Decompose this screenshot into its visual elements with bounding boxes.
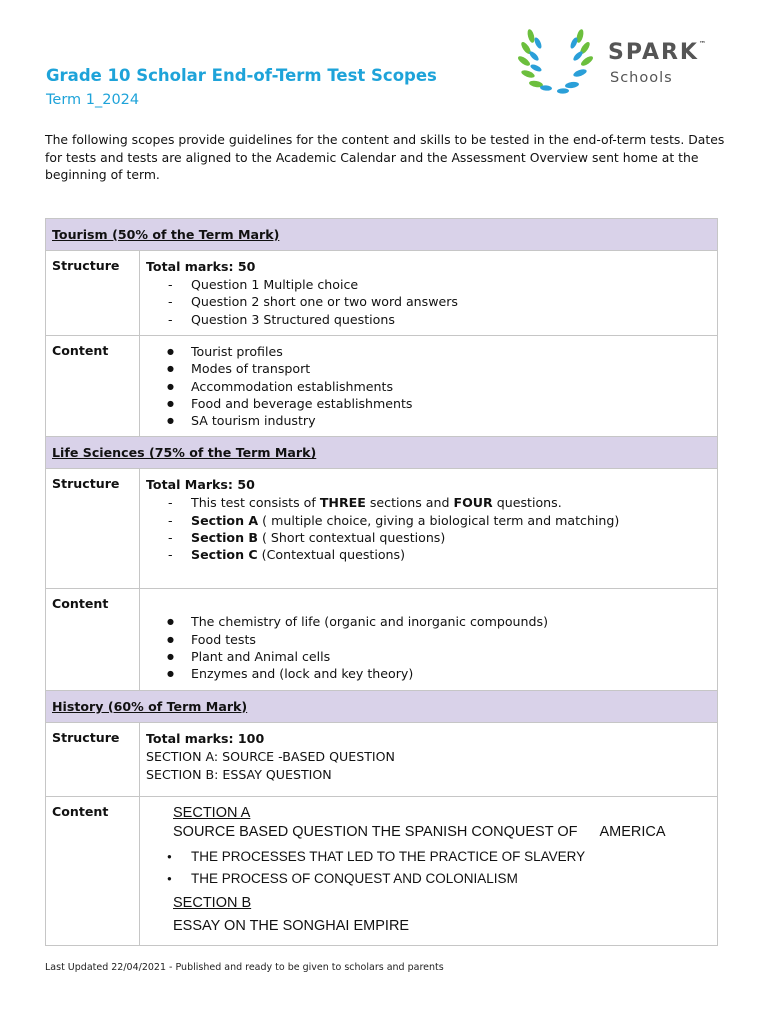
list-item: ● Plant and Animal cells (146, 648, 711, 665)
structure-line: SECTION B: ESSAY QUESTION (146, 766, 332, 782)
page-subtitle: Term 1_2024 (46, 92, 140, 108)
laurel-wreath-icon (516, 26, 606, 102)
total-marks: Total marks: 50 (146, 259, 256, 274)
row-label: Content (46, 336, 140, 437)
row-label: Structure (46, 469, 140, 589)
table-row (46, 469, 718, 589)
logo-tagline: Schools (610, 70, 673, 86)
footer-note: Last Updated 22/04/2021 - Published and ready to be given to scholars and parents (45, 962, 444, 973)
table-row (46, 589, 718, 690)
logo-brand: SPARK™ (608, 40, 706, 65)
list-item: - Section B ( Short contextual questions) (146, 529, 711, 546)
content-cell (140, 796, 718, 945)
row-label: Content (46, 589, 140, 690)
list-item: - Section A ( multiple choice, giving a biological term and matching) (146, 512, 711, 529)
table-row (46, 722, 718, 796)
list-item: ● SA tourism industry (146, 412, 711, 429)
list-item: - This test consists of THREE sections and FOUR questions. (146, 494, 711, 511)
essay-line: ESSAY ON THE SONGHAI EMPIRE (173, 917, 410, 934)
section-a-heading: SECTION A (173, 804, 251, 821)
structure-cell (140, 251, 718, 336)
page-title: Grade 10 Scholar End-of-Term Test Scopes (46, 66, 437, 85)
section-header-life-sciences (46, 437, 718, 469)
content-cell (140, 336, 718, 437)
list-item: - Question 2 short one or two word answers (146, 293, 711, 310)
list-item: - Question 1 Multiple choice (146, 276, 711, 293)
section-b-heading: SECTION B (173, 894, 252, 911)
row-label: Structure (46, 722, 140, 796)
source-question: SOURCE BASED QUESTION THE SPANISH CONQUEST OF AMERICA (173, 823, 666, 840)
section-title: Life Sciences (75% of the Term Mark) (52, 445, 317, 461)
section-title: Tourism (50% of the Term Mark) (52, 227, 280, 242)
table-row (46, 336, 718, 437)
structure-line: SECTION A: SOURCE -BASED QUESTION (146, 748, 395, 764)
list-item: ● Food and beverage establishments (146, 395, 711, 412)
section-header-tourism (46, 219, 718, 251)
table-row (46, 251, 718, 336)
spark-schools-logo (516, 26, 706, 102)
list-item: ● Modes of transport (146, 360, 711, 377)
structure-cell (140, 469, 718, 589)
content-cell (140, 589, 718, 690)
list-item: ● THE PROCESS OF CONQUEST AND COLONIALISM (146, 868, 711, 890)
section-header-history (46, 690, 718, 722)
list-item: ● Enzymes and (lock and key theory) (146, 665, 711, 682)
list-item: - Section C (Contextual questions) (146, 546, 711, 563)
list-item: ● Tourist profiles (146, 343, 711, 360)
test-scopes-table (45, 218, 718, 946)
section-title: History (60% of Term Mark) (52, 698, 248, 714)
structure-cell (140, 722, 718, 796)
row-label: Structure (46, 251, 140, 336)
table-row (46, 796, 718, 945)
total-marks: Total marks: 100 (146, 730, 265, 746)
list-item: ● Food tests (146, 631, 711, 648)
intro-paragraph: The following scopes provide guidelines for the content and skills to be tested in the end-of-term tests. Dates for tests and tests are aligned to the Academic Calendar and the Assessment Overview sent home at the beginning of term. (45, 132, 725, 182)
total-marks: Total Marks: 50 (146, 477, 255, 493)
list-item: - Question 3 Structured questions (146, 311, 711, 328)
list-item: ● THE PROCESSES THAT LED TO THE PRACTICE OF SLAVERY (146, 846, 711, 868)
row-label: Content (46, 796, 140, 945)
list-item: ● Accommodation establishments (146, 378, 711, 395)
list-item: ● The chemistry of life (organic and inorganic compounds) (146, 613, 711, 630)
